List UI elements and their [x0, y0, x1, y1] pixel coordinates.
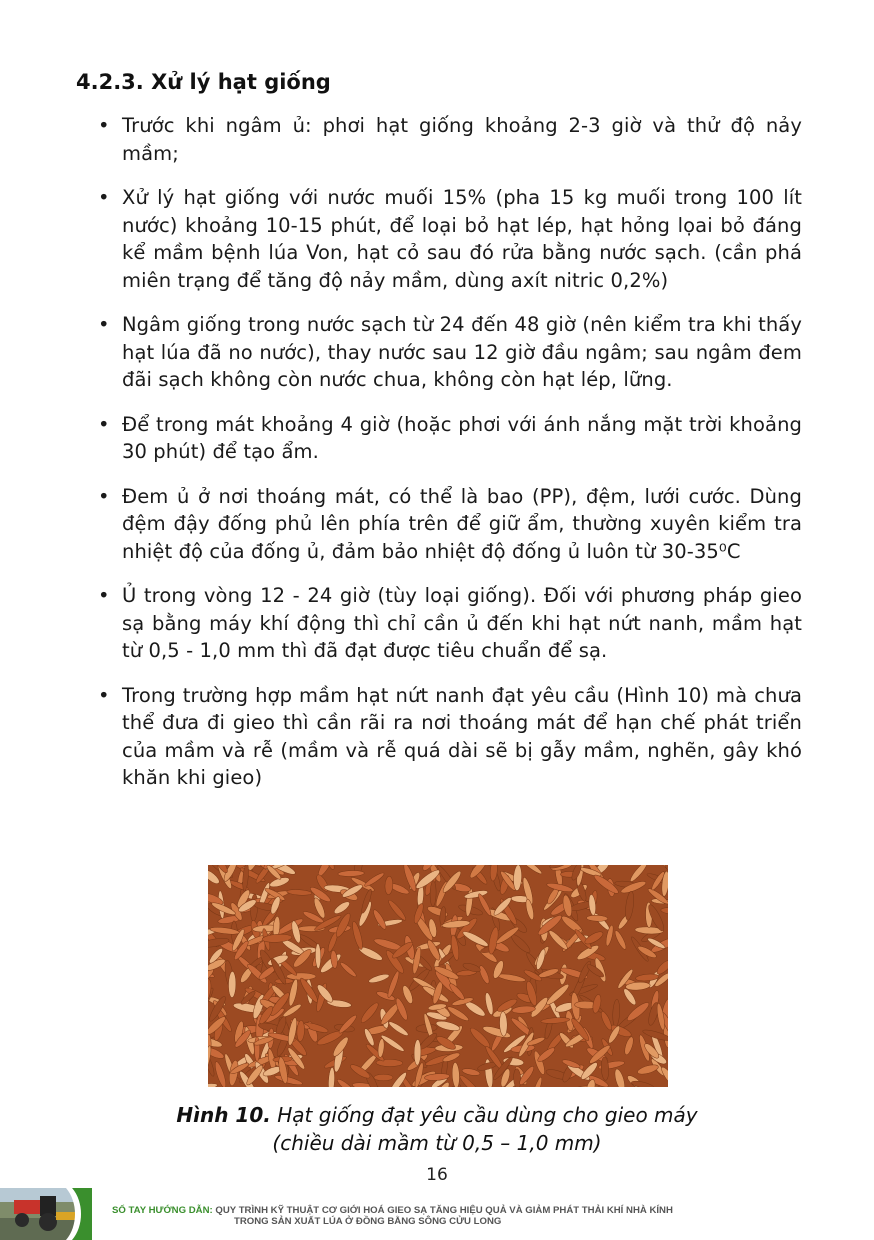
list-item [92, 411, 802, 466]
list-item [92, 582, 802, 665]
page-number: 16 [426, 1165, 448, 1185]
footer-text [112, 1205, 852, 1227]
bullet-dot: • [98, 683, 110, 707]
bullet-text: Để trong mát khoảng 4 giờ (hoặc phơi với ánh nắng mặt trời khoảng 30 phút) để tạo ẩm. [122, 412, 802, 463]
germinated-rice-seeds-photo [208, 865, 668, 1087]
bullet-dot: • [98, 186, 110, 209]
bullet-dot: • [98, 584, 110, 607]
bullet-text: Xử lý hạt giống với nước muối 15% (pha 15 kg muối trong 100 lít nước) khoảng 10-15 phút, để loại bỏ hạt lép, hạt hỏng lọai bỏ đáng kể mầm bệnh lúa Von, hạt cỏ sau đó rửa bằng nước sạch. (cần phá miên trạng để tăng độ nảy mầm, dùng axít nitric 0,2%) [122, 186, 802, 292]
bullet-dot: • [98, 313, 110, 336]
figure-caption-line-1 [0, 1101, 874, 1129]
list-item [92, 112, 802, 167]
section-heading: 4.2.3. Xử lý hạt giống [76, 70, 331, 94]
list-item [92, 311, 802, 394]
figure-label: Hình 10. [176, 1103, 271, 1127]
bullet-text: Trong trường hợp mầm hạt nứt nanh đạt yêu cầu (Hình 10) mà chưa thể đưa đi gieo thì cần rãi ra nơi thoáng mát để hạn chế phát triển của mầm và rễ (mầm và rễ quá dài sẽ bị gẫy mầm, nghẽn, gây khó khăn khi gieo) [122, 683, 802, 789]
figure-caption-text: Hạt giống đạt yêu cầu dùng cho gieo máy [277, 1103, 698, 1127]
page-footer [0, 1188, 874, 1240]
bullet-text: Ngâm giống trong nước sạch từ 24 đến 48 giờ (nên kiểm tra khi thấy hạt lúa đã no nước), thay nước sau 12 giờ đầu ngâm; sau ngâm đem đãi sạch không còn nước chua, không còn hạt lép, lững. [122, 313, 802, 391]
list-item [92, 682, 802, 792]
bullet-text: Trước khi ngâm ủ: phơi hạt giống khoảng 2-3 giờ và thử độ nảy mầm; [122, 114, 802, 165]
footer-tractor-photo [0, 1188, 92, 1240]
figure-caption-line-2: (chiều dài mầm từ 0,5 – 1,0 mm) [272, 1131, 602, 1155]
tractor-field-image [0, 1188, 92, 1240]
list-item [92, 184, 802, 294]
list-item [92, 483, 802, 566]
footer-title-line-1: QUY TRÌNH KỸ THUẬT CƠ GIỚI HOÁ GIEO SẠ TĂNG HIỆU QUẢ VÀ GIẢM PHÁT THẢI KHÍ NHÀ KÍNH [215, 1205, 673, 1216]
bullet-dot: • [98, 412, 110, 436]
bullet-dot: • [98, 114, 110, 137]
bullet-text: Ủ trong vòng 12 - 24 giờ (tùy loại giống). Đối với phương pháp gieo sạ bằng máy khí động thì chỉ cần ủ đến khi hạt nứt nanh, mầm hạt từ 0,5 - 1,0 mm thì đã đạt được tiêu chuẩn để sạ. [122, 584, 802, 662]
bullet-dot: • [98, 484, 110, 508]
bullet-list [92, 112, 802, 809]
rice-grain-texture [208, 865, 668, 1087]
footer-title-line-2: TRONG SẢN XUẤT LÚA Ở ĐỒNG BẰNG SÔNG CỬU LONG [234, 1216, 502, 1227]
bullet-text: Đem ủ ở nơi thoáng mát, có thể là bao (PP), đệm, lưới cước. Dùng đệm đậy đống phủ lên phía trên để giữ ẩm, thường xuyên kiểm tra nhiệt độ của đống ủ, đảm bảo nhiệt độ đống ủ luôn từ 30-35⁰C [122, 484, 802, 563]
footer-label: SỔ TAY HƯỚNG DẪN: [112, 1205, 213, 1216]
